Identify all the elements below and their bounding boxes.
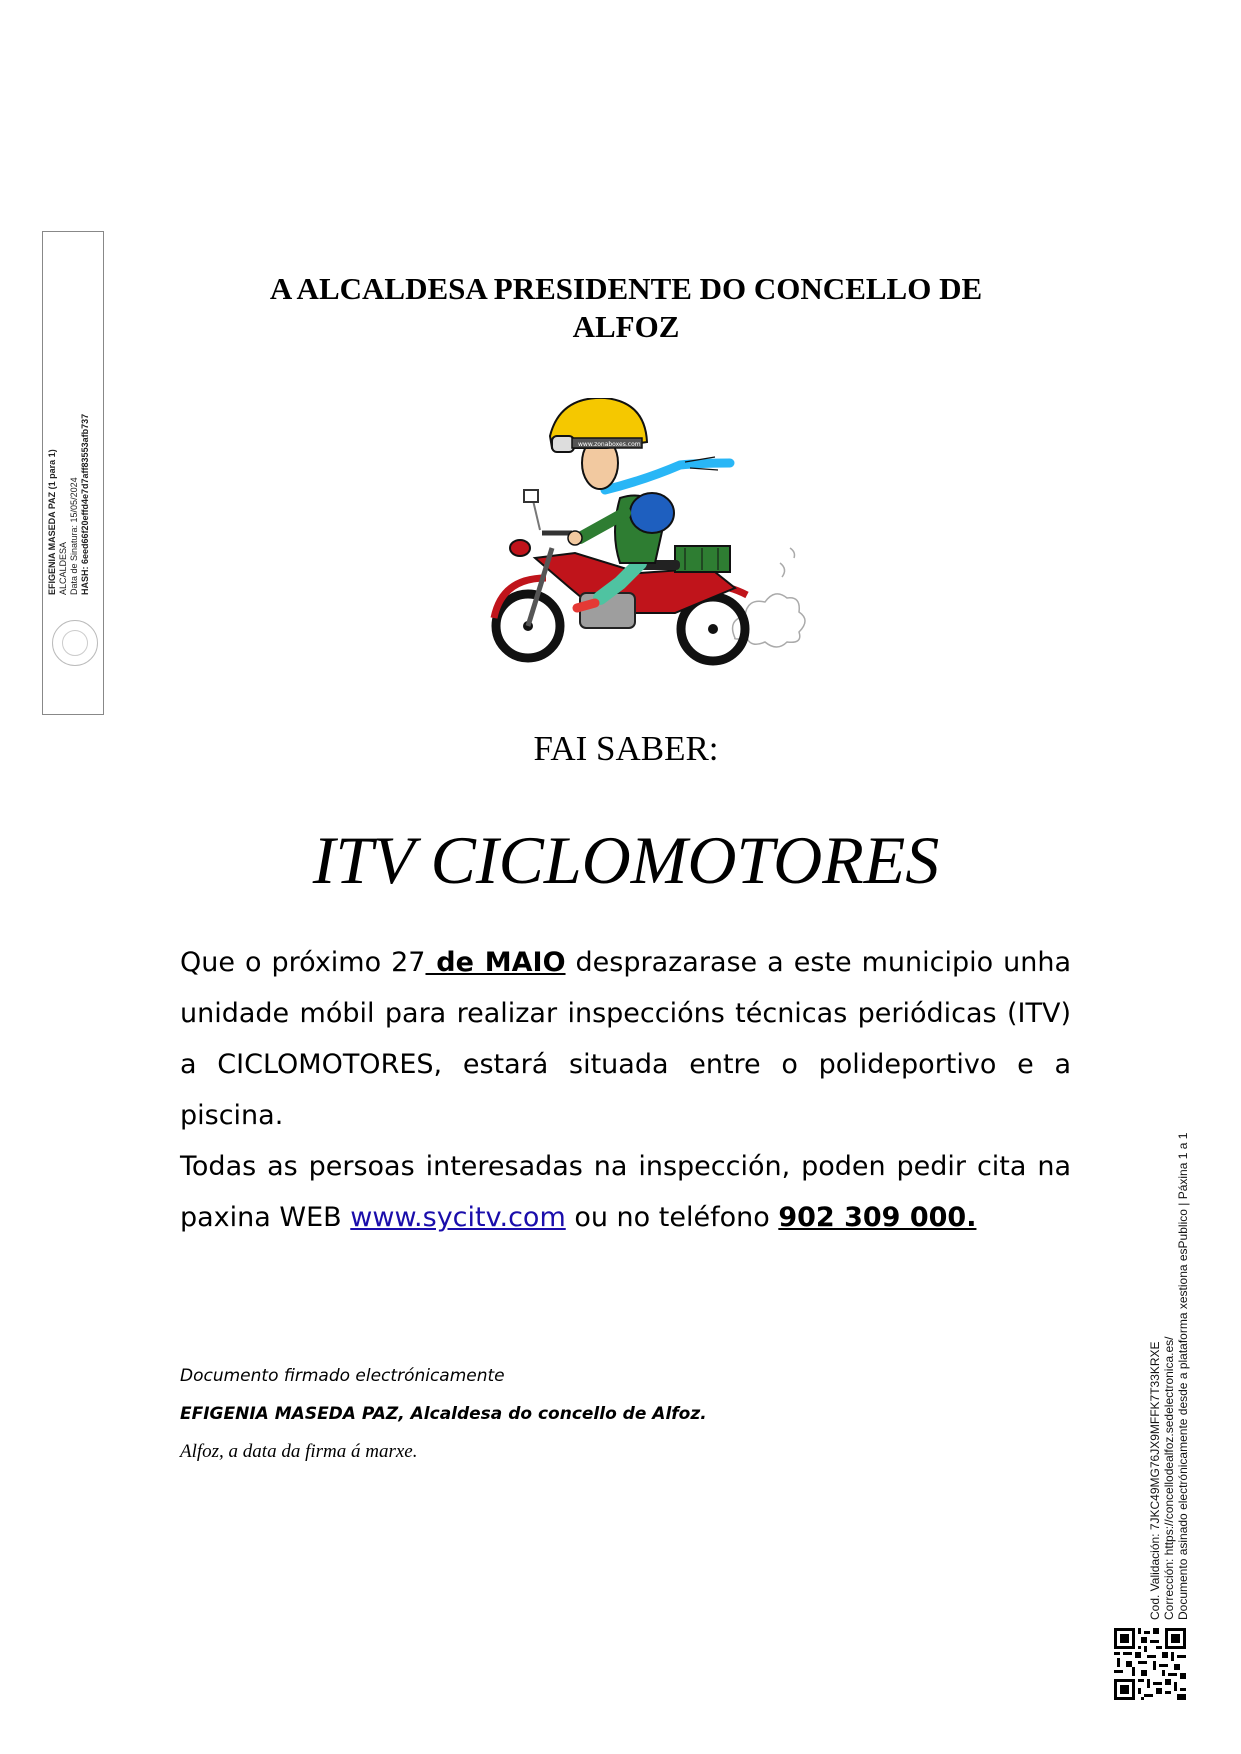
moped-rider-illustration (480, 398, 820, 670)
notice-body (180, 937, 1071, 1243)
notice-title: ITV CICLOMOTORES (312, 822, 940, 898)
document-header (200, 270, 1052, 346)
signature-box-text (47, 385, 91, 595)
qr-code-icon (1114, 1628, 1186, 1700)
header-line-2: ALFOZ (572, 309, 680, 344)
p1-text-a: Que o próximo 27 (180, 947, 426, 978)
validation-platform: Documento asinado electrónicamente desde a plataforma xestiona esPublico | Páxina 1 a 1 (1176, 1132, 1190, 1620)
p2-text-b: ou no teléfono (565, 1202, 779, 1233)
p1-text-b: desprazarase a este municipio unha unidade móbil para realizar inspeccións técnicas periódicas (ITV) a CICLOMOTORES, estará situada entre o polideportivo e a piscina. (180, 947, 1072, 1131)
fai-saber: FAI SABER: (533, 729, 719, 768)
signature-hash: HASH: 6eed66f20effd4e7d7aff83553afb737 (80, 413, 90, 595)
signer-line: EFIGENIA MASEDA PAZ (1 para 1) (47, 449, 57, 595)
validation-url: Corrección: https://concellodealfoz.sedelectronica.es/ (1162, 1336, 1176, 1620)
website-link[interactable]: www.sycitv.com (350, 1202, 566, 1233)
helmet-text: www.zonaboxes.com (578, 441, 641, 448)
signer-name: EFIGENIA MASEDA PAZ (180, 1404, 399, 1424)
signed-electronically: Documento firmado electrónicamente (180, 1366, 505, 1386)
signer-role: ALCALDESA (58, 541, 68, 595)
date-highlight: de MAIO (425, 947, 566, 978)
validation-text (1148, 1133, 1190, 1620)
signature-date: Data de Sinatura: 15/05/2024 (69, 477, 79, 595)
p2-text-a: Todas as persoas interesadas na inspección, poden pedir cita na paxina WEB (180, 1151, 1071, 1233)
place-date: Alfoz, a data da firma á marxe. (180, 1441, 418, 1462)
header-line-1: A ALCALDESA PRESIDENTE DO CONCELLO DE (269, 271, 983, 306)
paragraph-2 (180, 1141, 1071, 1243)
signer-full (180, 1404, 707, 1424)
validation-code: Cod. Validación: 7JKC49MG76JX9MFFK7T33KRXE (1148, 1341, 1162, 1620)
paragraph-1 (180, 937, 1071, 1141)
phone-number: 902 309 000. (778, 1202, 977, 1233)
seal-inner-icon (62, 630, 88, 656)
signer-role-text: , Alcaldesa do concello de Alfoz. (398, 1404, 707, 1424)
